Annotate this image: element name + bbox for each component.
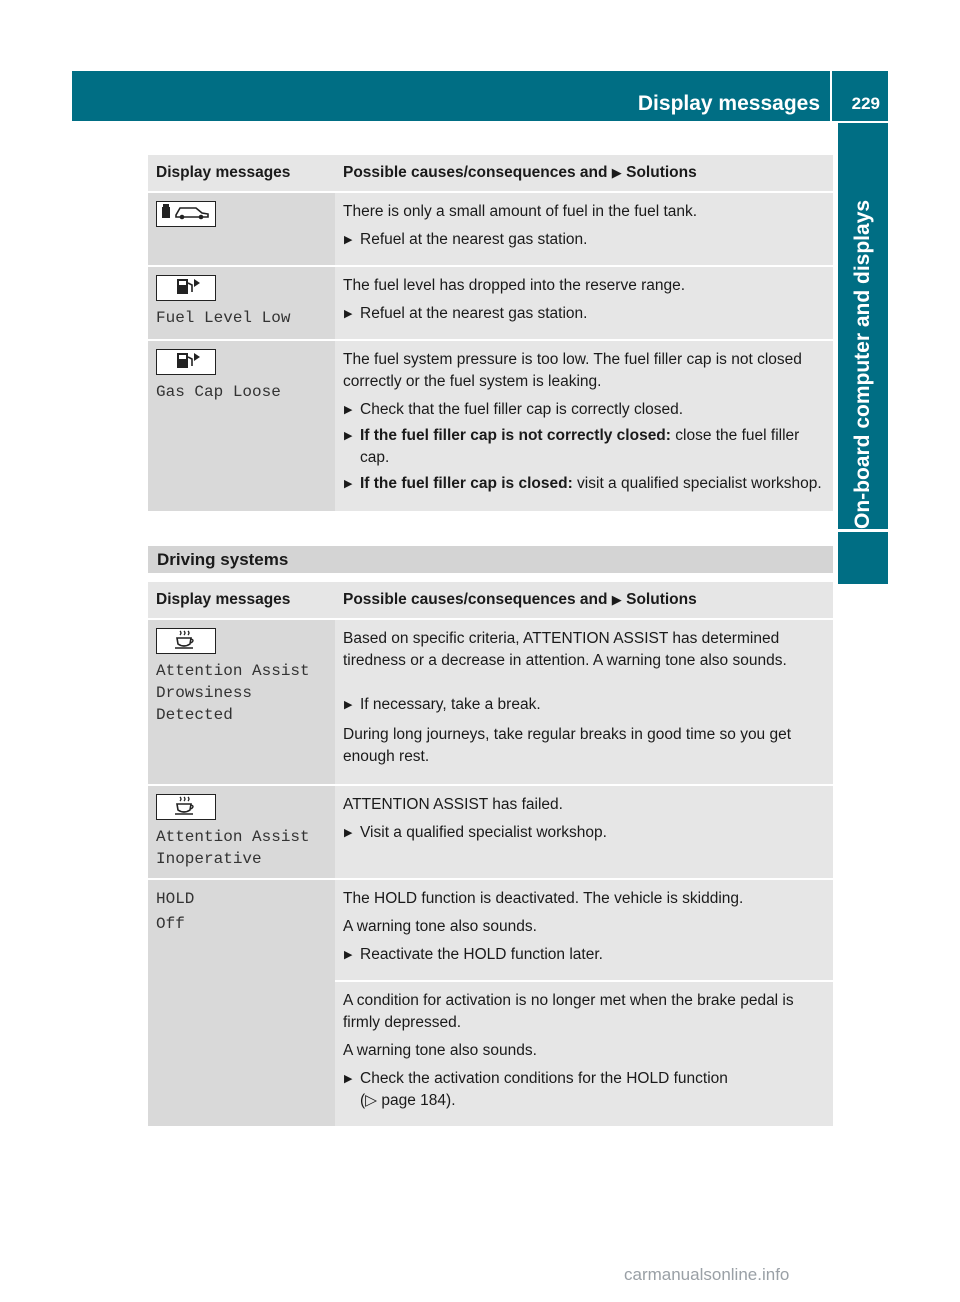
section-side-tab — [838, 123, 888, 529]
step-text: Refuel at the nearest gas station. — [360, 305, 588, 322]
causes-cell — [335, 267, 833, 339]
causes-cell — [335, 620, 833, 784]
header-divider — [830, 71, 832, 121]
table-row — [148, 267, 833, 339]
fuel-car-icon — [156, 201, 216, 227]
step-arrow-icon: ▶ — [344, 430, 353, 442]
step-arrow-icon: ▶ — [344, 699, 353, 711]
causes-cell — [335, 982, 833, 1126]
table-row — [148, 620, 833, 784]
step-arrow-icon: ▶ — [344, 949, 353, 961]
step-arrow-icon: ▶ — [344, 404, 353, 416]
col-display-messages: Display messages — [148, 582, 335, 618]
step-condition: If the fuel filler cap is closed: — [360, 475, 573, 492]
play-arrow-icon: ▶ — [611, 165, 622, 180]
solution-step — [343, 944, 826, 966]
step-text: visit a qualified specialist workshop. — [572, 475, 822, 492]
page-number: 229 — [851, 94, 880, 113]
causes-cell — [335, 341, 833, 511]
display-cell — [148, 880, 335, 1126]
solution-step — [343, 822, 826, 844]
side-tab-marker — [838, 532, 888, 584]
driving-messages-table — [148, 582, 833, 1126]
step-text: Reactivate the HOLD function later. — [360, 946, 603, 963]
col-causes-solutions — [335, 155, 833, 191]
step-condition: If the fuel filler cap is not correctly closed: — [360, 427, 671, 444]
display-message-text: Inoperative — [156, 850, 262, 868]
step-text: Visit a qualified specialist workshop. — [360, 824, 607, 841]
display-cell — [148, 341, 335, 511]
step-text: If necessary, take a break. — [360, 696, 541, 713]
step-arrow-icon: ▶ — [344, 234, 353, 246]
display-cell — [148, 620, 335, 784]
solution-step — [343, 399, 826, 421]
watermark: carmanualsonline.info — [624, 1265, 790, 1284]
display-message-text: HOLD — [156, 890, 195, 908]
col-causes-solutions — [335, 582, 833, 618]
step-text: Refuel at the nearest gas station. — [360, 231, 588, 248]
step-text: Check that the fuel filler cap is correctly closed. — [360, 401, 684, 418]
solutions-label: Solutions — [626, 164, 697, 181]
fuel-pump-icon — [156, 349, 216, 375]
page-header-bar — [72, 71, 888, 121]
step-arrow-icon: ▶ — [344, 478, 353, 490]
table-header-row — [148, 582, 833, 618]
step-arrow-icon: ▶ — [344, 827, 353, 839]
cause-text: There is only a small amount of fuel in the fuel tank. — [343, 203, 698, 220]
display-message-text: Detected — [156, 706, 233, 724]
play-arrow-icon: ▶ — [611, 592, 622, 607]
section-heading: Driving systems — [148, 546, 833, 573]
coffee-cup-icon — [156, 794, 216, 820]
step-arrow-icon: ▶ — [344, 308, 353, 320]
table-header-row — [148, 155, 833, 191]
display-message-text: Off — [156, 915, 185, 933]
side-tab-label: On-board computer and displays — [851, 199, 874, 529]
display-cell — [148, 193, 335, 265]
advice-text: During long journeys, take regular breaks in good time so you get enough rest. — [343, 726, 792, 765]
table-row — [148, 786, 833, 878]
display-message-text: Drowsiness — [156, 684, 253, 702]
solution-step — [343, 303, 826, 325]
solution-step — [343, 229, 826, 251]
cause-text: A warning tone also sounds. — [343, 918, 537, 935]
causes-label: Possible causes/consequences and — [343, 591, 608, 608]
step-text: close the fuel filler cap. — [360, 427, 800, 466]
page-reference: (▷ page 184). — [360, 1092, 456, 1109]
display-message-text: Attention Assist — [156, 662, 310, 680]
cause-text: ATTENTION ASSIST has failed. — [343, 796, 563, 813]
cause-text: The fuel level has dropped into the reserve range. — [343, 277, 686, 294]
causes-cell — [335, 786, 833, 878]
page-title: Display messages — [637, 92, 820, 115]
cause-text: Based on specific criteria, ATTENTION ASSIST has determined tiredness or a decrease in attention. A warning tone also sounds. — [343, 630, 787, 669]
causes-cell — [335, 193, 833, 265]
table-row — [148, 341, 833, 511]
solution-step — [343, 473, 826, 495]
display-message-text: Fuel Level Low — [156, 309, 291, 327]
col-display-messages: Display messages — [148, 155, 335, 191]
display-message-text: Gas Cap Loose — [156, 383, 281, 401]
cause-text: A warning tone also sounds. — [343, 1042, 537, 1059]
causes-cell — [335, 880, 833, 980]
step-arrow-icon: ▶ — [344, 1073, 353, 1085]
display-cell — [148, 786, 335, 878]
causes-label: Possible causes/consequences and — [343, 164, 608, 181]
step-text: Check the activation conditions for the HOLD function — [360, 1070, 728, 1087]
solution-step — [343, 1068, 826, 1112]
display-cell — [148, 267, 335, 339]
display-message-text: Attention Assist — [156, 828, 310, 846]
cause-text: A condition for activation is no longer met when the brake pedal is firmly depressed. — [343, 992, 794, 1031]
cause-text: The HOLD function is deactivated. The vehicle is skidding. — [343, 890, 744, 907]
solutions-label: Solutions — [626, 591, 697, 608]
solution-step — [343, 425, 826, 469]
coffee-cup-icon — [156, 628, 216, 654]
fuel-pump-icon — [156, 275, 216, 301]
table-row — [148, 193, 833, 265]
solution-step — [343, 694, 826, 716]
cause-text: The fuel system pressure is too low. The fuel filler cap is not closed correctly or the fuel system is leaking. — [343, 351, 802, 390]
fuel-messages-table — [148, 155, 833, 511]
table-row — [148, 880, 833, 980]
